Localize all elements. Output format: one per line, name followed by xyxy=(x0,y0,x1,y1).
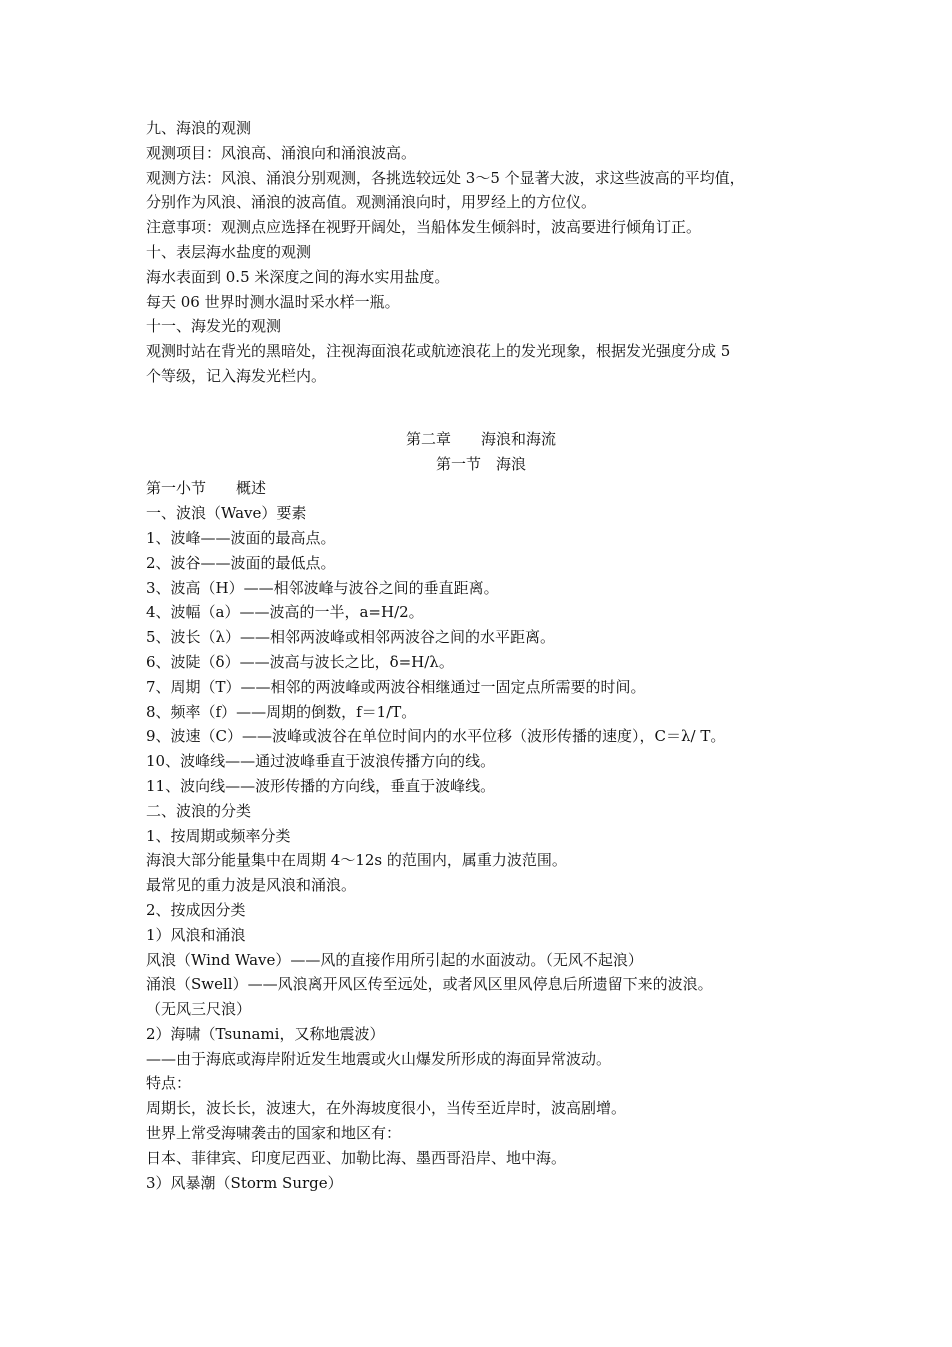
text-line: 5、波长（λ）——相邻两波峰或相邻两波谷之间的水平距离。 xyxy=(146,628,556,647)
text-line: 涌浪（Swell）——风浪离开风区传至远处，或者风区里风停息后所遗留下来的波浪。 xyxy=(146,975,713,994)
text-line: 日本、菲律宾、印度尼西亚、加勒比海、墨西哥沿岸、地中海。 xyxy=(146,1148,567,1167)
spacer xyxy=(146,389,816,427)
text-line: 十一、海发光的观测 xyxy=(146,317,282,336)
text-line: 1）风浪和涌浪 xyxy=(146,925,246,944)
text-line: （无风三尺浪） xyxy=(146,1000,252,1019)
document-page xyxy=(146,116,816,1195)
text-line: 海浪大部分能量集中在周期 4～12s 的范围内，属重力波范围。 xyxy=(146,851,567,870)
text-line: 第一小节 概述 xyxy=(146,479,267,498)
text-line: 3）风暴潮（Storm Surge） xyxy=(146,1173,343,1192)
text-line: 10、波峰线——通过波峰垂直于波浪传播方向的线。 xyxy=(146,752,496,771)
text-line: 3、波高（H）——相邻波峰与波谷之间的垂直距离。 xyxy=(146,578,499,597)
text-line: 2）海啸（Tsunami，又称地震波） xyxy=(146,1024,385,1043)
text-line: 一、波浪（Wave）要素 xyxy=(146,504,307,523)
text-line: 4、波幅（a）——波高的一半，a=H/2。 xyxy=(146,603,424,622)
text-line: 9、波速（C）——波峰或波谷在单位时间内的水平位移（波形传播的速度），C＝λ/ T。 xyxy=(146,727,726,746)
section-title: 第一节 海浪 xyxy=(435,454,526,473)
text-line: 每天 06 世界时测水温时采水样一瓶。 xyxy=(146,292,400,311)
text-line: 最常见的重力波是风浪和涌浪。 xyxy=(146,876,357,895)
text-line: 观测方法：风浪、涌浪分别观测，各挑选较远处 3～5 个显著大波，求这些波高的平均值， xyxy=(146,168,745,187)
text-line: 注意事项：观测点应选择在视野开阔处，当船体发生倾斜时，波高要进行倾角订正。 xyxy=(146,218,702,237)
text-line: 1、波峰——波面的最高点。 xyxy=(146,528,336,547)
text-line: 1、按周期或频率分类 xyxy=(146,826,291,845)
text-line: 7、周期（T）——相邻的两波峰或两波谷相继通过一固定点所需要的时间。 xyxy=(146,677,646,696)
text-line: 2、按成因分类 xyxy=(146,900,246,919)
text-line: 九、海浪的观测 xyxy=(146,119,252,137)
text-line: 特点： xyxy=(146,1074,192,1093)
text-line: 分别作为风浪、涌浪的波高值。观测涌浪向时，用罗经上的方位仪。 xyxy=(146,193,597,212)
text-line: 8、频率（f）——周期的倒数，f＝1/T。 xyxy=(146,702,417,721)
text-line: 观测项目：风浪高、涌浪向和涌浪波高。 xyxy=(146,143,417,162)
text-line: ——由于海底或海岸附近发生地震或火山爆发所形成的海面异常波动。 xyxy=(146,1049,612,1068)
text-line: 世界上常受海啸袭击的国家和地区有： xyxy=(146,1124,402,1143)
text-line: 十、表层海水盐度的观测 xyxy=(146,242,312,261)
section-observation xyxy=(146,116,816,389)
text-line: 11、波向线——波形传播的方向线，垂直于波峰线。 xyxy=(146,776,496,795)
text-line: 海水表面到 0.5 米深度之间的海水实用盐度。 xyxy=(146,267,450,286)
chapter-title: 第二章 海浪和海流 xyxy=(405,429,556,448)
text-line: 个等级，记入海发光栏内。 xyxy=(146,366,327,385)
text-line: 观测时站在背光的黑暗处，注视海面浪花或航迹浪花上的发光现象，根据发光强度分成 5 xyxy=(146,342,731,361)
text-line: 二、波浪的分类 xyxy=(146,801,252,820)
text-line: 周期长，波长长，波速大，在外海坡度很小，当传至近岸时，波高剧增。 xyxy=(146,1099,627,1118)
section-waves xyxy=(146,476,816,1195)
text-line: 风浪（Wind Wave）——风的直接作用所引起的水面波动。（无风不起浪） xyxy=(146,950,643,969)
text-line: 2、波谷——波面的最低点。 xyxy=(146,553,336,572)
text-line: 6、波陡（δ）——波高与波长之比，δ=H/λ。 xyxy=(146,652,454,671)
